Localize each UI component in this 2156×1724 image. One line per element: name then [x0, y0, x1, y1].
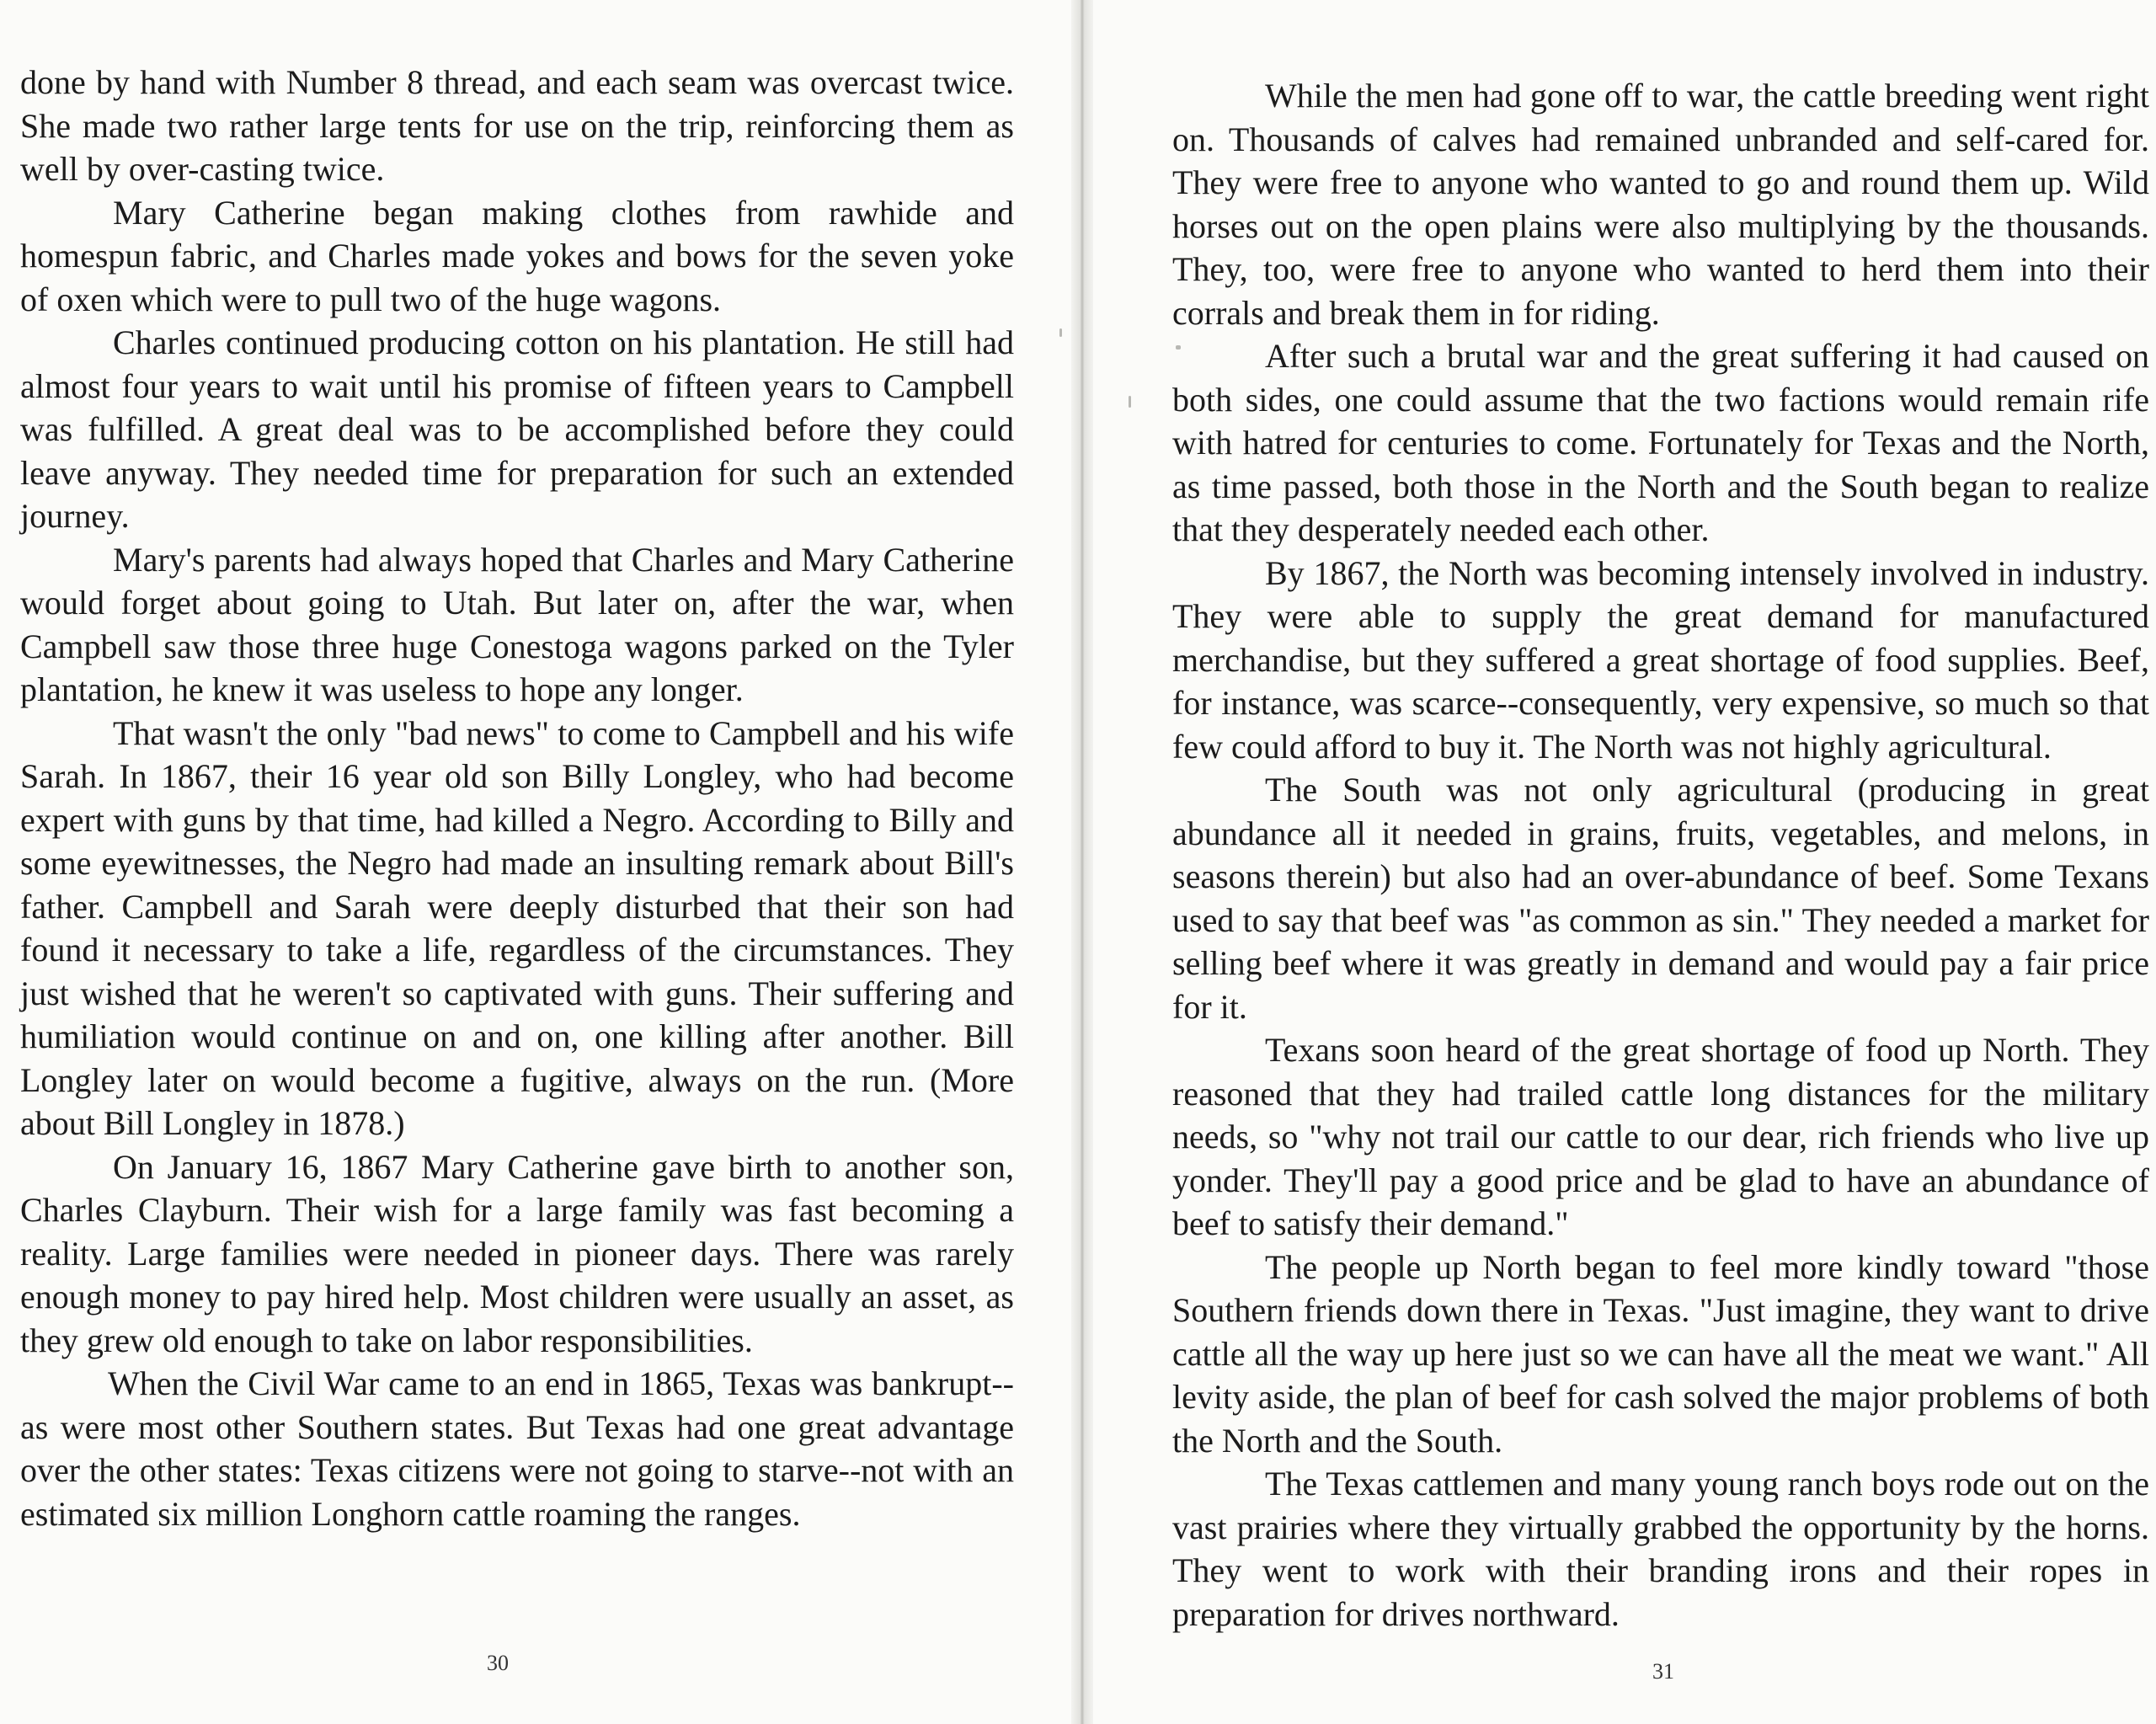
paragraph: On January 16, 1867 Mary Catherine gave birth to another son, Charles Clayburn. Their wish for a large family was fast becoming a reality. Large families were needed in pioneer days. There was rarely enough money to pay hired help. Most children were usually an asset, as they grew old enough to take on labor responsibilities. — [20, 1147, 1014, 1359]
paragraph: The South was not only agricultural (producing in great abundance all it needed in grains, fruits, vegetables, and melons, in seasons therein) but also had an over-abundance of beef. Some Texans used to say that beef was "as common as sin." They needed a market for selling beef where it was greatly in demand and would pay a fair price for it. — [1172, 771, 2149, 1026]
paper-speck — [1059, 328, 1062, 337]
paragraph: When the Civil War came to an end in 1865, Texas was bankrupt--as were most other Southern states. But Texas had one great advantage over the other states: Texas citizens were not going to starve--not with an estimated six million Longhorn cattle roaming the ranges. — [20, 1364, 1014, 1533]
paragraph: The Texas cattlemen and many young ranch boys rode out on the vast prairies where they virtually grabbed the opportunity by the horns. They went to work with their branding irons and their ropes in preparation for drives northward. — [1172, 1465, 2149, 1633]
paragraph: Mary's parents had always hoped that Charles and Mary Catherine would forget about going to Utah. But later on, after the war, when Campbell saw those three huge Conestoga wagons parked on the Tyler plantation, he knew it was useless to hope any longer. — [20, 540, 1014, 708]
paragraph: Mary Catherine began making clothes from rawhide and homespun fabric, and Charles made yokes and bows for the seven yoke of oxen which were to pull two of the huge wagons. — [20, 193, 1014, 318]
paragraph: Texans soon heard of the great shortage of food up North. They reasoned that they had trailed cattle long distances for the military needs, so "why not trail our cattle to our dear, rich friends who live up yonder. They'll pay a good price and be glad to have an abundance of beef to satisfy their demand." — [1172, 1031, 2149, 1242]
paper-speck — [1129, 396, 1131, 408]
paragraph: While the men had gone off to war, the cattle breeding went right on. Thousands of calves had remained unbranded and self-cared for. They were free to anyone who wanted to go and round them up. Wild horses out on the open plains were also multiplying by the thousands. They, too, were free to anyone who wanted to herd them into their corrals and break them in for riding. — [1172, 77, 2149, 332]
page-number-right: 31 — [1652, 1659, 1674, 1684]
right-page — [1172, 74, 2149, 1636]
paragraph: The people up North began to feel more kindly toward "those Southern friends down there in Texas. "Just imagine, they want to drive cattle all the way up here just so we can have all the meat we want." All levity aside, the plan of beef for cash solved the major problems of both the North and the South. — [1172, 1247, 2149, 1460]
paragraph: By 1867, the North was becoming intensely involved in industry. They were able to supply the great demand for manufactured merchandise, but they suffered a great shortage of food supplies. Beef, for instance, was scarce--consequently, very expensive, so much so that few could afford to buy it. The North was not highly agricultural. — [1172, 553, 2149, 766]
paragraph: That wasn't the only "bad news" to come to Campbell and his wife Sarah. In 1867, their 16 year old son Billy Longley, who had become expert with guns by that time, had killed a Negro. According to Billy and some eyewitnesses, the Negro had made an insulting remark about Bill's father. Campbell and Sarah were deeply disturbed that their son had found it necessary to take a life, regardless of the circumstances. They just wished that he weren't so captivated with guns. Their suffering and humiliation would continue on and on, one killing after another. Bill Longley later on would become a fugitive, always on the run. (More about Bill Longley in 1878.) — [20, 713, 1014, 1142]
paragraph: Charles continued producing cotton on his plantation. He still had almost four years to wait until his promise of fifteen years to Campbell was fulfilled. A great deal was to be accomplished before they could leave anyway. They needed time for preparation for such an extended journey. — [20, 323, 1014, 535]
paragraph: done by hand with Number 8 thread, and each seam was overcast twice. She made two rather large tents for use on the trip, reinforcing them as well by over-casting twice. — [20, 63, 1014, 188]
left-page — [20, 61, 1014, 1535]
book-gutter — [1071, 0, 1093, 1724]
paragraph: After such a brutal war and the great suffering it had caused on both sides, one could assume that the two factions would remain rife with hatred for centuries to come. Fortunately for Texas and the North, as time passed, both those in the North and the South began to realize that they desperately needed each other. — [1172, 337, 2149, 548]
page-number-left: 30 — [487, 1651, 509, 1675]
